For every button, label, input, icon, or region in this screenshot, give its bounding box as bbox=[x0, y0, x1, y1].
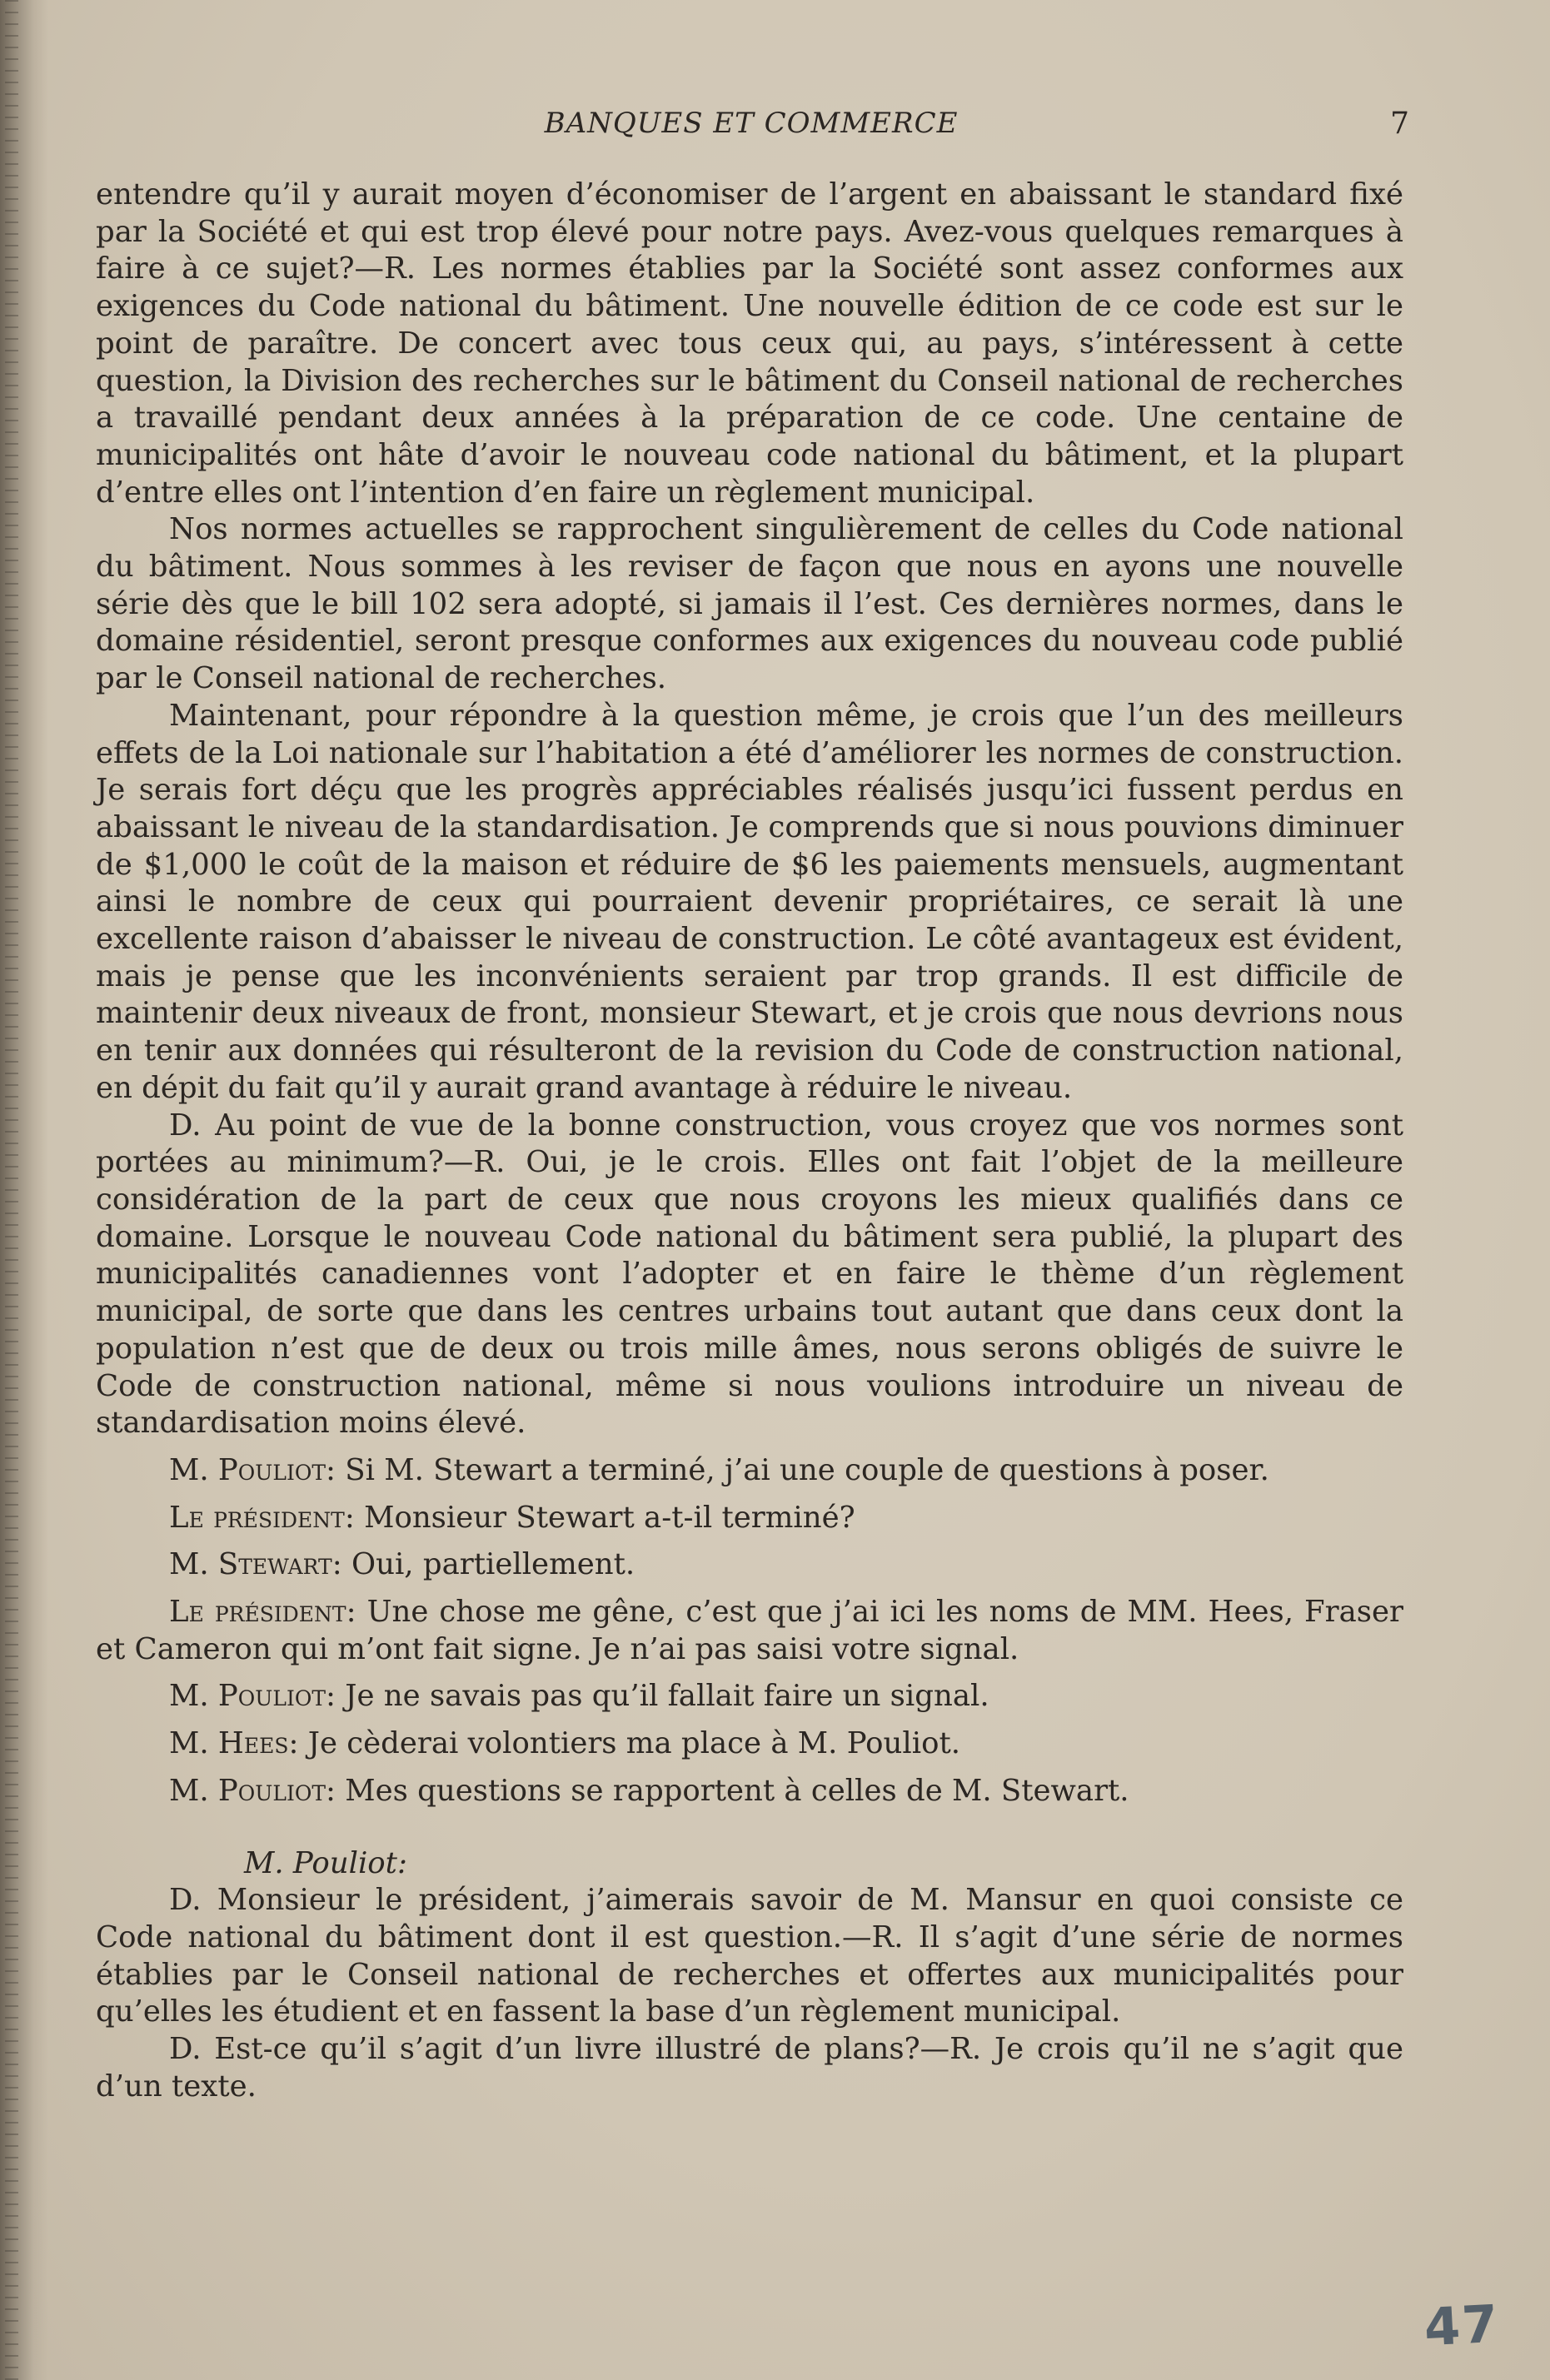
speaker-name: M. Pouliot: bbox=[169, 1452, 336, 1487]
handwritten-folio-number: 47 bbox=[1423, 2293, 1502, 2358]
page-number: 7 bbox=[1390, 107, 1409, 141]
speech-hees bbox=[96, 1725, 1403, 1763]
running-head: BANQUES ET COMMERCE bbox=[544, 107, 959, 140]
speech-text: Oui, partiellement. bbox=[341, 1547, 635, 1582]
paragraph: D. Au point de vue de la bonne construction, vous croyez que vos normes sont portées au minimum?—R. Oui, je le crois. Elles ont fait l’objet de la meilleure considération de la part de ceux que nous croyons les mieux qualifiés dans ce domaine. Lorsque le nouveau Code national du bâtiment sera publié, la plupart des municipalités canadiennes vont l’adopter et en faire le thème d’un règlement municipal, de sorte que dans les centres urbains tout autant que dans ceux dont la population n’est que de deux ou trois mille âmes, nous serons obligés de suivre le Code de construction national, même si nous voulions introduire un niveau de standardisation moins élevé. bbox=[96, 1108, 1403, 1441]
speech-stewart bbox=[96, 1546, 1403, 1584]
page-header bbox=[93, 107, 1409, 148]
speech-text: Je ne savais pas qu’il fallait faire un signal. bbox=[335, 1679, 989, 1714]
speaker-name: M. Pouliot: bbox=[169, 1773, 336, 1808]
paragraph: Nos normes actuelles se rapprochent singulièrement de celles du Code national du bâtiment. Nous sommes à les reviser de façon que nous en ayons une nouvelle série dès que le bill 102 sera adopté, si jamais il l’est. Ces dernières normes, dans le domaine résidentiel, seront presque conformes aux exigences du nouveau code publié par le Conseil national de recherches. bbox=[96, 512, 1403, 696]
speech-pouliot-3 bbox=[96, 1773, 1403, 1810]
paragraph-continuation: entendre qu’il y aurait moyen d’économiser de l’argent en abaissant le standard fixé par la Société et qui est trop élevé pour notre pays. Avez-vous quelques remarques à faire à ce sujet?—R. Les normes établies par la Société sont assez conformes aux exigences du Code national du bâtiment. Une nouvelle édition de ce code est sur le point de paraître. De concert avec tous ceux qui, au pays, s’intéressent à cette question, la Division des recherches sur le bâtiment du Conseil national de recherches a travaillé pendant deux années à la préparation de ce code. Une centaine de municipalités ont hâte d’avoir le nouveau code national du bâtiment, et la plupart d’entre elles ont l’intention d’en faire un règlement municipal. bbox=[96, 177, 1403, 510]
question-answer: D. Est-ce qu’il s’agit d’un livre illustré de plans?—R. Je crois qu’il ne s’agit que d’un texte. bbox=[96, 2032, 1403, 2104]
speaker-name: M. Hees: bbox=[169, 1726, 299, 1761]
speaker-name: M. Stewart: bbox=[169, 1547, 342, 1582]
speech-pouliot-1 bbox=[96, 1452, 1403, 1490]
speech-text: Une chose me gêne, c’est que j’ai ici les noms de MM. Hees, Fraser et Cameron qui m’ont fait signe. Je n’ai pas saisi votre signal. bbox=[96, 1595, 1403, 1666]
paragraph: Maintenant, pour répondre à la question même, je crois que l’un des meilleurs effets de la Loi nationale sur l’habitation a été d’améliorer les normes de construction. Je serais fort déçu que les progrès appréciables réalisés jusqu’ici fussent perdus en abaissant le niveau de la standardisation. Je comprends que si nous pouvions diminuer de $1,000 le coût de la maison et réduire de $6 les paiements mensuels, augmentant ainsi le nombre de ceux qui pourraient devenir propriétaires, ce serait là une excellente raison d’abaisser le niveau de construction. Le côté avantageux est évident, mais je pense que les inconvénients seraient par trop grands. Il est difficile de maintenir deux niveaux de front, monsieur Stewart, et je crois que nous devrions nous en tenir aux données qui résulteront de la revision du Code de construction national, en dépit du fait qu’il y aurait grand avantage à réduire le niveau. bbox=[96, 698, 1403, 1105]
section-heading: M. Pouliot: bbox=[244, 1845, 407, 1880]
speech-text: Je cèderai volontiers ma place à M. Pouliot. bbox=[298, 1726, 961, 1761]
speech-text: Monsieur Stewart a-t-il terminé? bbox=[354, 1500, 855, 1535]
speaker-name: M. Pouliot: bbox=[169, 1679, 336, 1714]
speaker-name: Le président: bbox=[169, 1500, 355, 1535]
speech-pouliot-2 bbox=[96, 1678, 1403, 1715]
speech-text: Mes questions se rapportent à celles de M. Stewart. bbox=[335, 1773, 1129, 1808]
binding-stitches bbox=[5, 0, 18, 2380]
page-body bbox=[96, 177, 1403, 2105]
speech-president-1 bbox=[96, 1500, 1403, 1537]
question-answer: D. Monsieur le président, j’aimerais savoir de M. Mansur en quoi consiste ce Code national du bâtiment dont il est question.—R. Il s’agit d’une série de normes établies par le Conseil national de recherches et offertes aux municipalités pour qu’elles les étudient et en fassent la base d’un règlement municipal. bbox=[96, 1883, 1403, 2029]
speech-text: Si M. Stewart a terminé, j’ai une couple de questions à poser. bbox=[335, 1452, 1269, 1487]
speaker-name: Le président: bbox=[169, 1595, 356, 1630]
speech-president-2 bbox=[96, 1594, 1403, 1668]
